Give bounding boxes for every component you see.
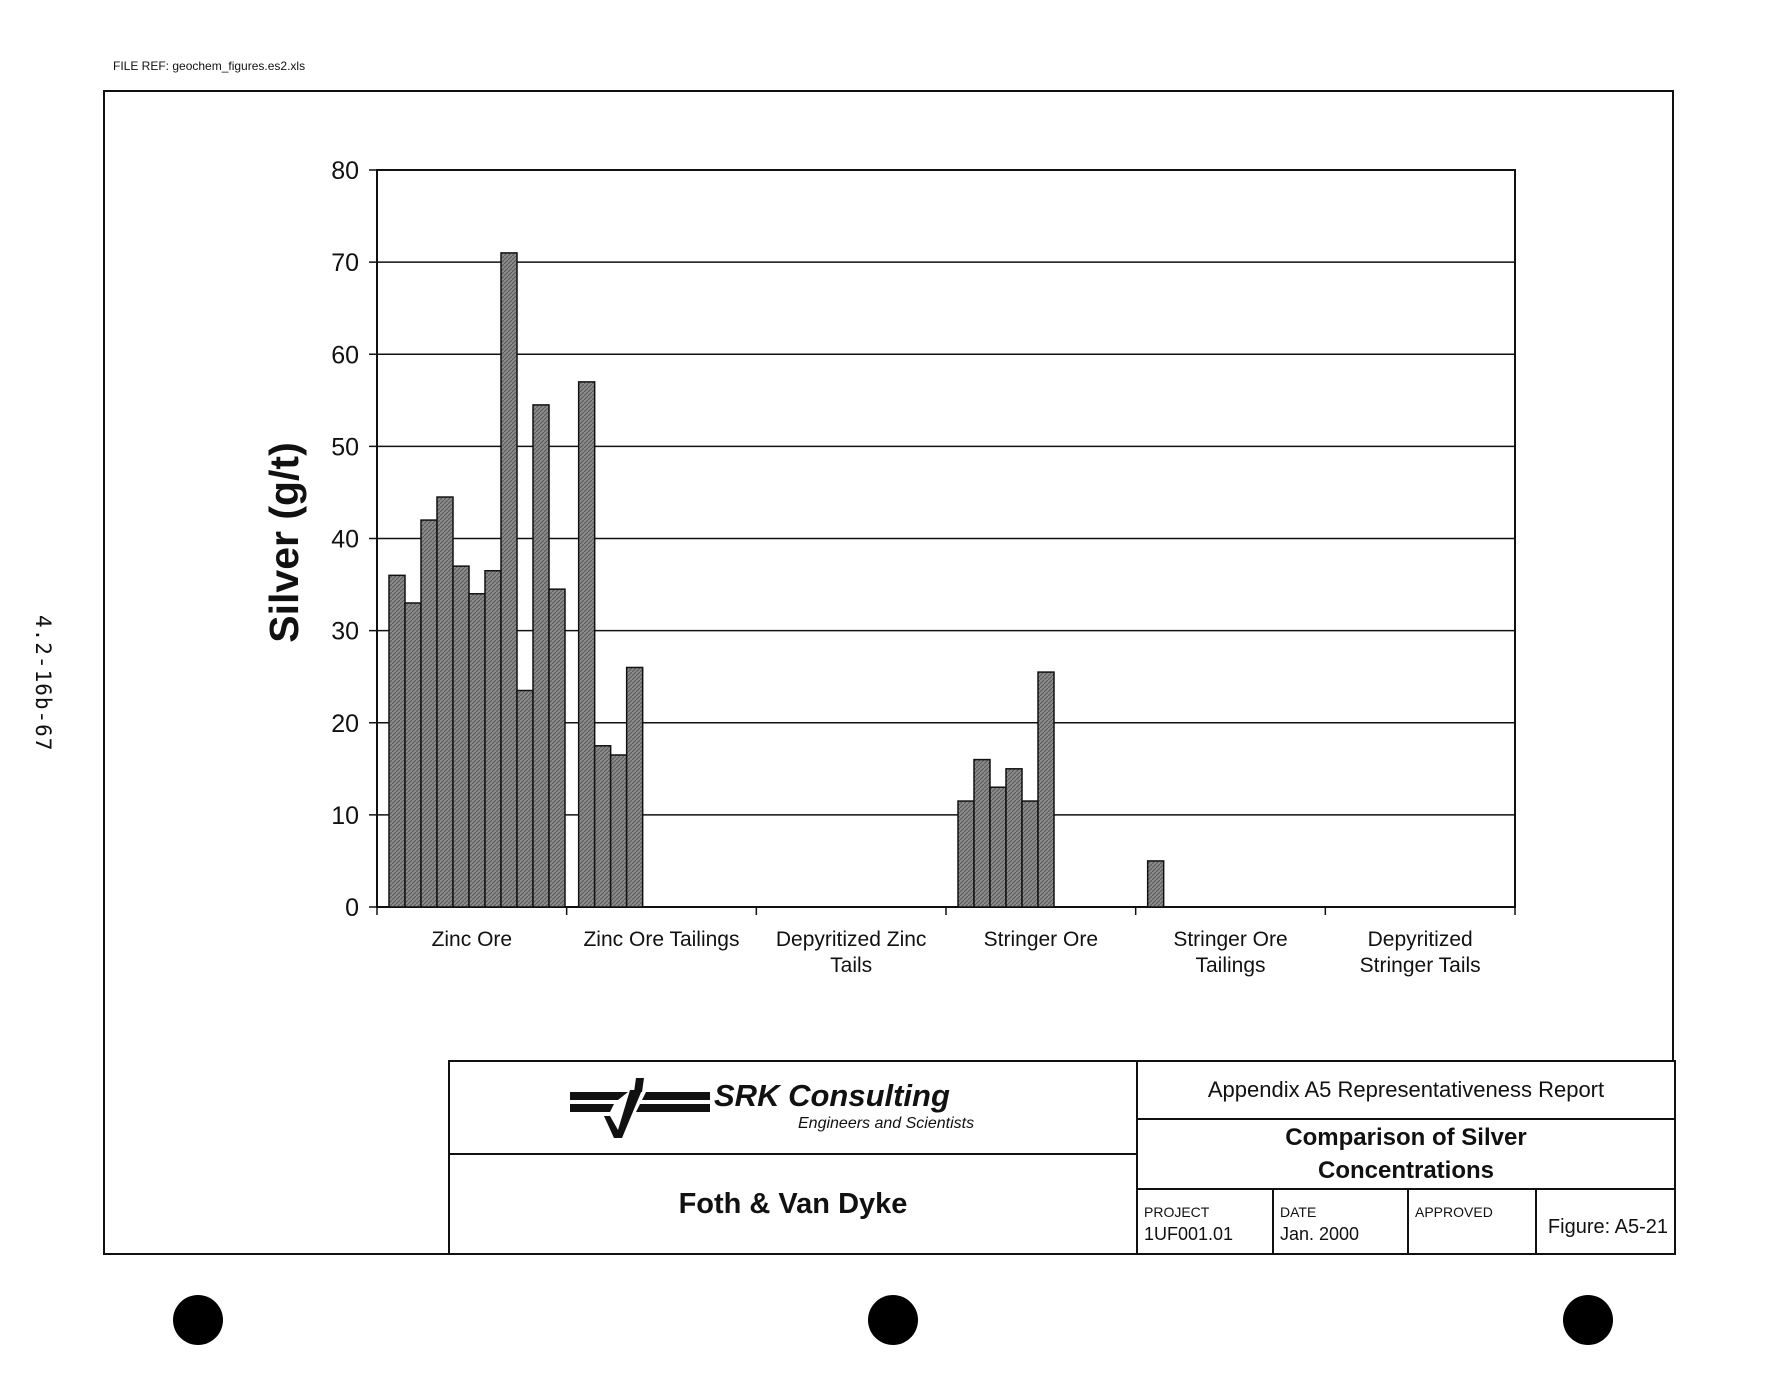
date-label: DATE	[1280, 1204, 1317, 1220]
y-axis-label: Silver (g/t)	[261, 442, 307, 643]
bar	[501, 253, 517, 907]
x-category-label: Stringer Tails	[1359, 954, 1481, 977]
y-tick-label: 60	[331, 341, 359, 370]
figure-number-cell	[1537, 1190, 1674, 1253]
bar	[453, 566, 469, 907]
bar	[469, 594, 485, 907]
bar	[533, 405, 549, 907]
date-cell	[1274, 1190, 1409, 1253]
bar	[1148, 861, 1164, 907]
y-tick-label: 30	[331, 617, 359, 646]
x-category-label: Zinc Ore Tailings	[583, 928, 740, 951]
file-reference: FILE REF: geochem_figures.es2.xls	[113, 59, 306, 73]
bar	[958, 801, 974, 907]
figure-title-line-2: Concentrations	[1317, 1157, 1494, 1184]
bar	[990, 787, 1006, 907]
figure-number: Figure: A5-21	[1547, 1216, 1668, 1238]
srk-logo-icon	[570, 1076, 710, 1138]
y-tick-label: 10	[331, 801, 359, 830]
y-tick-label: 40	[331, 525, 359, 554]
side-document-code: 4.2-16b-67	[31, 615, 55, 752]
bar	[579, 382, 595, 907]
y-tick-label: 80	[331, 157, 359, 185]
bar	[1038, 672, 1054, 907]
bar	[974, 760, 990, 907]
company-tagline: Engineers and Scientists	[798, 1115, 975, 1132]
y-tick-label: 70	[331, 249, 359, 278]
figure-title	[1138, 1120, 1674, 1190]
project-cell	[1138, 1190, 1274, 1253]
x-category-label: Depyritized	[1367, 928, 1473, 951]
client-name: Foth & Van Dyke	[450, 1155, 1138, 1253]
punch-hole-left	[173, 1295, 223, 1345]
bar	[595, 746, 611, 907]
company-logo-area	[450, 1062, 1138, 1155]
project-label: PROJECT	[1144, 1204, 1210, 1220]
title-block	[448, 1060, 1676, 1255]
x-category-label: Tailings	[1195, 954, 1266, 977]
bar	[389, 575, 405, 907]
x-category-label: Zinc Ore	[431, 928, 513, 951]
date-value: Jan. 2000	[1280, 1224, 1360, 1244]
report-name: Appendix A5 Representativeness Report	[1138, 1062, 1674, 1120]
x-category-label: Stringer Ore	[1173, 928, 1288, 951]
punch-hole-right	[1563, 1295, 1613, 1345]
figure-title-line-1: Comparison of Silver	[1285, 1124, 1527, 1151]
x-category-label: Tails	[830, 954, 873, 977]
company-name: SRK Consulting	[714, 1078, 950, 1113]
x-category-label: Depyritized Zinc	[775, 928, 927, 951]
punch-hole-center	[868, 1295, 918, 1345]
bar	[405, 603, 421, 907]
bar	[611, 755, 627, 907]
bar	[627, 667, 643, 907]
bar	[485, 571, 501, 907]
bar	[517, 691, 533, 907]
project-value: 1UF001.01	[1144, 1224, 1234, 1244]
bar	[437, 497, 453, 907]
y-tick-label: 0	[345, 894, 359, 922]
y-tick-label: 20	[331, 709, 359, 738]
y-tick-label: 50	[331, 433, 359, 462]
approved-cell	[1409, 1190, 1537, 1253]
bar	[1022, 801, 1038, 907]
bar	[549, 589, 565, 907]
bar	[421, 520, 437, 907]
approved-label: APPROVED	[1415, 1204, 1493, 1220]
bar	[1006, 769, 1022, 907]
x-category-label: Stringer Ore	[983, 928, 1099, 951]
